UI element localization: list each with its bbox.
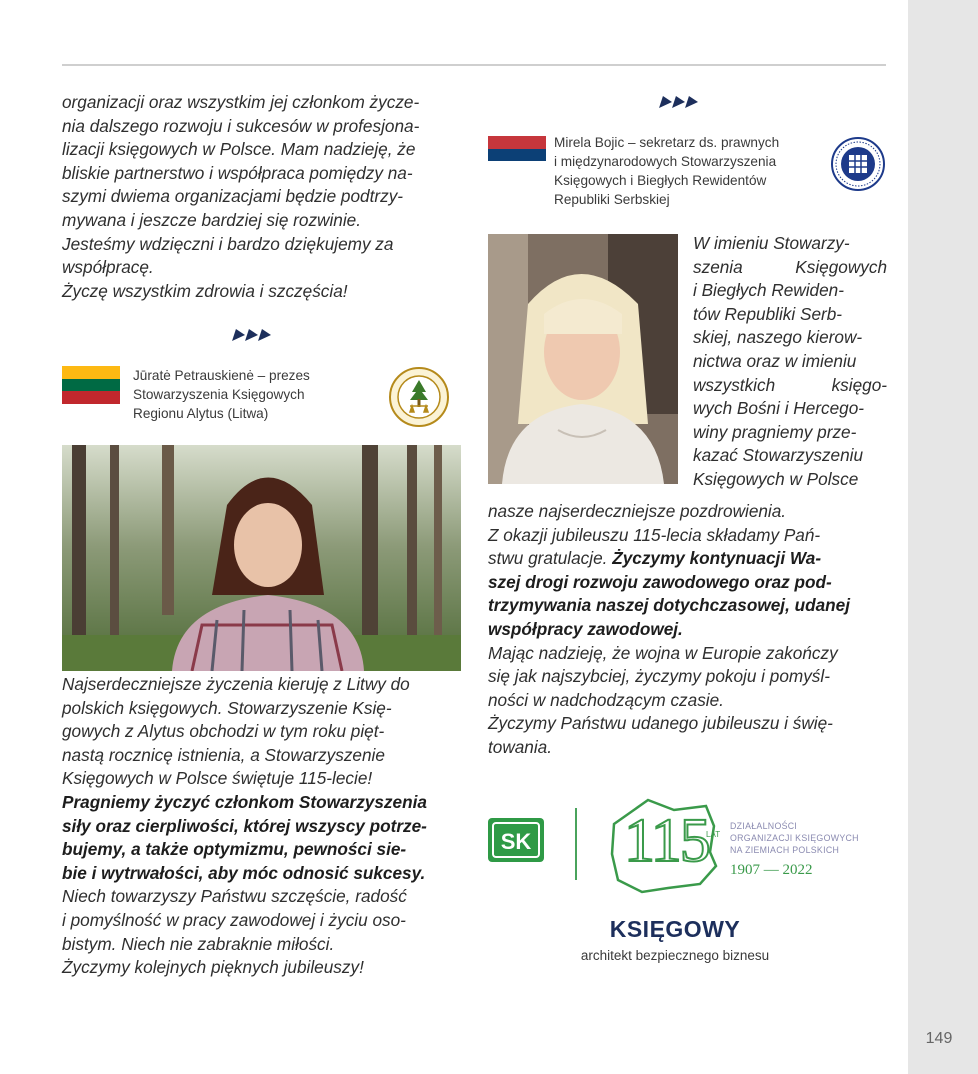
text-line: współpracę. (62, 257, 154, 278)
title-line: Księgowych i Biegłych Rewidentów (554, 173, 767, 188)
text-line: kazać Stowarzyszeniu (693, 445, 864, 466)
text-line: gowych z Alytus obchodzi w tym roku pięt- (62, 721, 385, 742)
serbian-association-seal (830, 136, 886, 192)
flag-stripe (488, 136, 546, 149)
text-line-mixed (488, 547, 888, 571)
title-line: Republiki Serbskiej (554, 192, 670, 207)
caption-line: NA ZIEMIACH POLSKICH (730, 845, 840, 855)
alytus-association-seal (388, 366, 450, 428)
logo-divider (575, 808, 577, 880)
left-intro-text (62, 91, 462, 303)
text-line: szymi dwiema organizacjami będzie podtrzy- (62, 186, 404, 207)
bold-text-line: trzymywania naszej dotychczasowej, udanej (488, 595, 851, 616)
right-wrap-text (693, 232, 887, 492)
flag-stripe (62, 391, 120, 404)
text-line: Życzę wszystkim zdrowia i szczęścia! (62, 280, 348, 301)
page-number: 149 (925, 1030, 953, 1047)
text-line: Niech towarzyszy Państwu szczęście, radość (62, 886, 407, 907)
sk-logo-icon (488, 818, 544, 862)
text-line: wych Bośni i Hercego- (693, 398, 864, 419)
text-line: winy pragniemy prze- (693, 421, 857, 442)
text-line: i pomyślność w pracy zawodowej i życiu oso- (62, 909, 406, 930)
text-line: Jesteśmy wdzięczni i bardzo dziękujemy za (62, 233, 394, 254)
right-body-text (488, 500, 888, 760)
text-line: tów Republiki Serb- (693, 303, 843, 324)
anniversary-number: 115 (624, 807, 709, 875)
logo-years: 1907 — 2022 (730, 862, 813, 878)
bold-text-run: Życzymy kontynuacji Wa- (612, 548, 822, 569)
separator-ornament (661, 96, 698, 108)
text-line: towania. (488, 736, 553, 757)
lat-label: LAT (706, 830, 721, 839)
text-line: nasze najserdeczniejsze pozdrowienia. (488, 501, 787, 521)
flag-stripe (488, 149, 546, 162)
title-line: Stowarzyszenia Księgowych (133, 387, 305, 402)
anniversary-logo (488, 790, 888, 980)
top-rule (62, 64, 886, 66)
text-line: Życzymy kolejnych pięknych jubileuszy! (62, 957, 364, 978)
text-line: i Biegłych Rewiden- (693, 280, 844, 301)
brand-tagline: architekt bezpiecznego biznesu (580, 948, 770, 963)
flag-stripe (62, 379, 120, 392)
logo-caption (730, 820, 859, 856)
text-line: się jak najszybciej, życzymy pokoju i pomyśl- (488, 666, 830, 687)
chevron-icon (685, 96, 700, 108)
bold-text-line: szej drogi rozwoju zawodowego oraz pod- (488, 571, 832, 592)
caption-line: DZIAŁALNOŚCI (730, 821, 798, 831)
text-line: bistym. Niech nie zabraknie miłości. (62, 933, 335, 954)
lithuania-person-title (128, 366, 310, 423)
text-line: polskich księgowych. Stowarzyszenie Księ- (62, 697, 392, 718)
title-line: Mirela Bojic – sekretarz ds. prawnych (554, 135, 780, 150)
text-line: Księgowych w Polsce (693, 468, 859, 489)
text-line: bliskie partnerstwo i współpraca pomiędzy na- (62, 162, 413, 183)
serbia-person-title (554, 133, 779, 209)
text-line: Najserdeczniejsze życzenia kieruję z Litwy do (62, 674, 410, 694)
text-line: nia dalszego rozwoju i sukcesów w profesjona- (62, 115, 420, 136)
brand-name: KSIĘGOWY (609, 916, 741, 942)
text-line: lizacji księgowych w Polsce. Mam nadzieję, że (62, 139, 416, 160)
bold-text-line: współpracy zawodowej. (488, 618, 683, 639)
flag-stripe (488, 161, 546, 174)
left-body-text (62, 673, 462, 980)
title-line: Jūratė Petrauskienė – prezes (133, 368, 310, 383)
text-line: mywana i jeszcze bardziej się rozwinie. (62, 209, 361, 230)
lithuania-flag (62, 366, 120, 404)
bold-text-line: Pragniemy życzyć członkom Stowarzyszenia (62, 791, 427, 812)
chevron-icon (258, 329, 273, 341)
caption-line: ORGANIZACJI KSIĘGOWYCH (730, 833, 859, 843)
text-line: skiej, naszego kierow- (693, 327, 863, 348)
text-line: wszystkich księgo- (693, 374, 887, 395)
jurate-petrauskiene-photo (62, 445, 461, 671)
serbia-flag (488, 136, 546, 174)
text-run: stwu gratulacje. (488, 548, 613, 569)
text-line: ności w nadchodzącym czasie. (488, 689, 724, 710)
bold-text-line: bujemy, a także optymizmu, pewności sie- (62, 839, 407, 860)
right-margin-bar (908, 0, 978, 1074)
sk-logo-text: SK (500, 829, 532, 854)
text-line: Życzymy Państwu udanego jubileuszu i świę- (488, 713, 833, 734)
text-line: Z okazji jubileuszu 115-lecia składamy Pań- (488, 524, 821, 545)
text-line: Księgowych w Polsce świętuje 115-lecie! (62, 768, 373, 789)
text-line: nastą rocznicę istnienia, a Stowarzyszenie (62, 744, 385, 765)
text-line: nictwa oraz w imieniu (693, 350, 857, 371)
title-line: Regionu Alytus (Litwa) (133, 406, 269, 421)
text-line: szenia Księgowych (693, 256, 887, 277)
text-line: Mając nadzieję, że wojna w Europie zakończy (488, 642, 838, 663)
bold-text-line: siły oraz cierpliwości, której wszyscy potrze- (62, 815, 427, 836)
text-line: W imieniu Stowarzy- (693, 233, 850, 253)
separator-ornament (234, 329, 271, 341)
text-line: organizacji oraz wszystkim jej członkom życze- (62, 92, 420, 112)
mirela-bojic-photo (488, 234, 678, 484)
bold-text-line: bie i wytrwałości, aby móc odnosić sukcesy. (62, 862, 426, 883)
title-line: i międzynarodowych Stowarzyszenia (554, 154, 777, 169)
flag-stripe (62, 366, 120, 379)
